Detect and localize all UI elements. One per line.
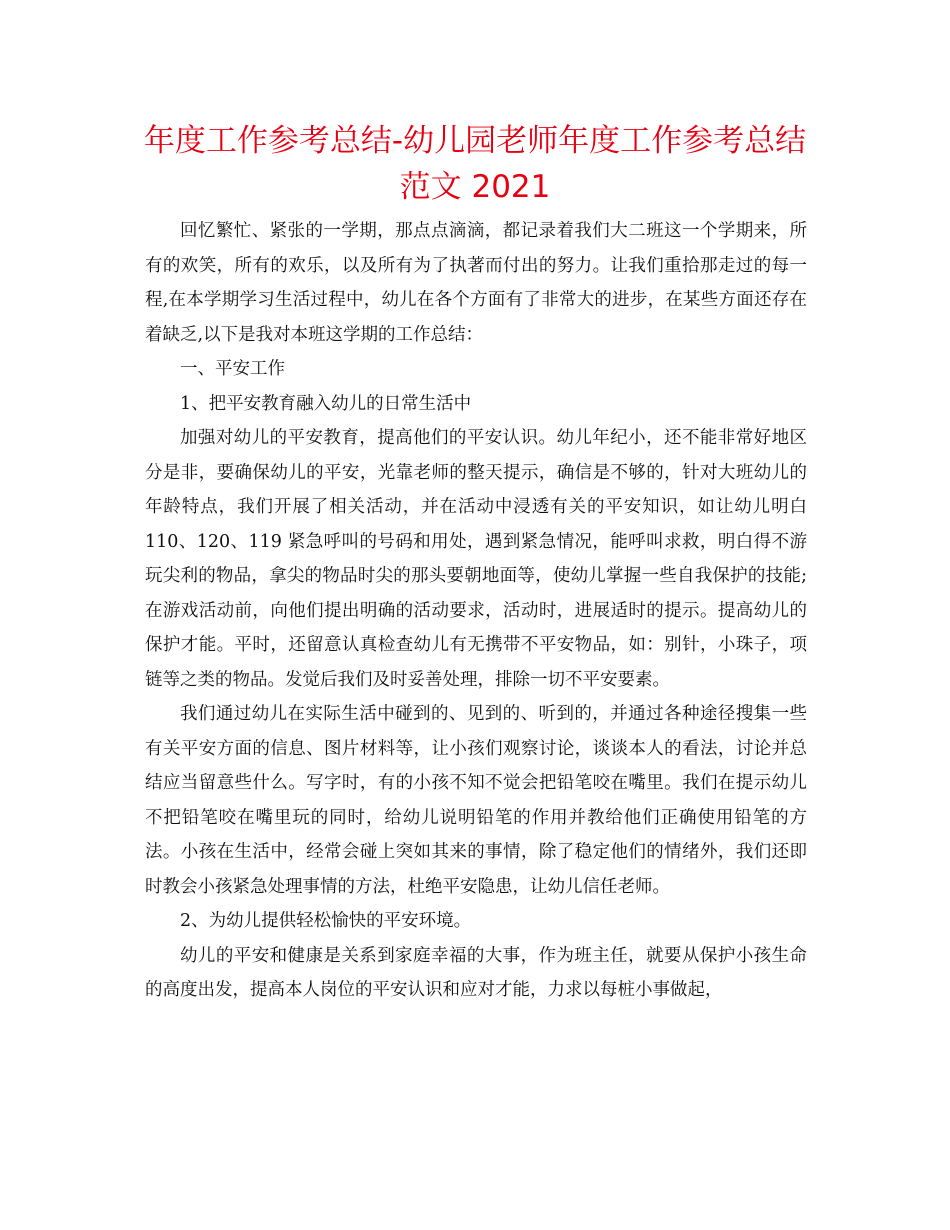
section-heading-safety-work: 一、平安工作 <box>180 359 285 379</box>
paragraph-safety-health: 幼儿的平安和健康是关系到家庭幸福的大事，作为班主任，就要从保护小孩生命的高度出发，提高本人岗位的平安认识和应对才能，力求以每桩小事做起， <box>145 945 807 1000</box>
paragraph-safety-education: 加强对幼儿的平安教育，提高他们的平安认识。幼儿年纪小，还不能非常好地区分是非，要确保幼儿的平安，光靠老师的整天提示，确信是不够的，针对大班幼儿的年龄特点，我们开展了相关活动，并在活动中浸透有关的平安知识，如让幼儿明白 110、120、119 紧急呼叫的号码和用处，遇到紧急情况，能呼叫求救，明白得不游玩尖利的物品，拿尖的物品时尖的那头要朝地面等，使幼儿掌握一些自我保护的技能;在游戏活动前，向他们提出明确的活动要求，活动时，进展适时的提示。提高幼儿的保护才能。平时，还留意认真检查幼儿有无携带不平安物品，如：别针，小珠子，项链等之类的物品。发觉后我们及时妥善处理，排除一切不平安要素。 <box>145 428 807 690</box>
subheading-safe-environment: 2、为幼儿提供轻松愉快的平安环境。 <box>180 911 472 931</box>
title-line-2: 范文 2021 <box>399 169 551 205</box>
title-line-1: 年度工作参考总结-幼儿园老师年度工作参考总结 <box>143 123 807 159</box>
document-body <box>145 214 807 1008</box>
document-title <box>100 118 850 210</box>
intro-paragraph: 回忆繁忙、紧张的一学期，那点点滴滴，都记录着我们大二班这一个学期来，所有的欢笑，所有的欢乐，以及所有为了执著而付出的努力。让我们重拾那走过的每一程,在本学期学习生活过程中，幼儿在各个方面有了非常大的进步，在某些方面还存在着缺乏,以下是我对本班这学期的工作总结： <box>145 221 807 345</box>
subheading-safety-education: 1、把平安教育融入幼儿的日常生活中 <box>180 393 472 414</box>
paragraph-safety-information: 我们通过幼儿在实际生活中碰到的、见到的、听到的，并通过各种途径搜集一些有关平安方面的信息、图片材料等，让小孩们观察讨论，谈谈本人的看法，讨论并总结应当留意些什么。写字时，有的小孩不知不觉会把铅笔咬在嘴里。我们在提示幼儿不把铅笔咬在嘴里玩的同时，给幼儿说明铅笔的作用并教给他们正确使用铅笔的方法。小孩在生活中，经常会碰上突如其来的事情，除了稳定他们的情绪外，我们还即时教会小孩紧急处理事情的方法，杜绝平安隐患，让幼儿信任老师。 <box>145 704 807 897</box>
